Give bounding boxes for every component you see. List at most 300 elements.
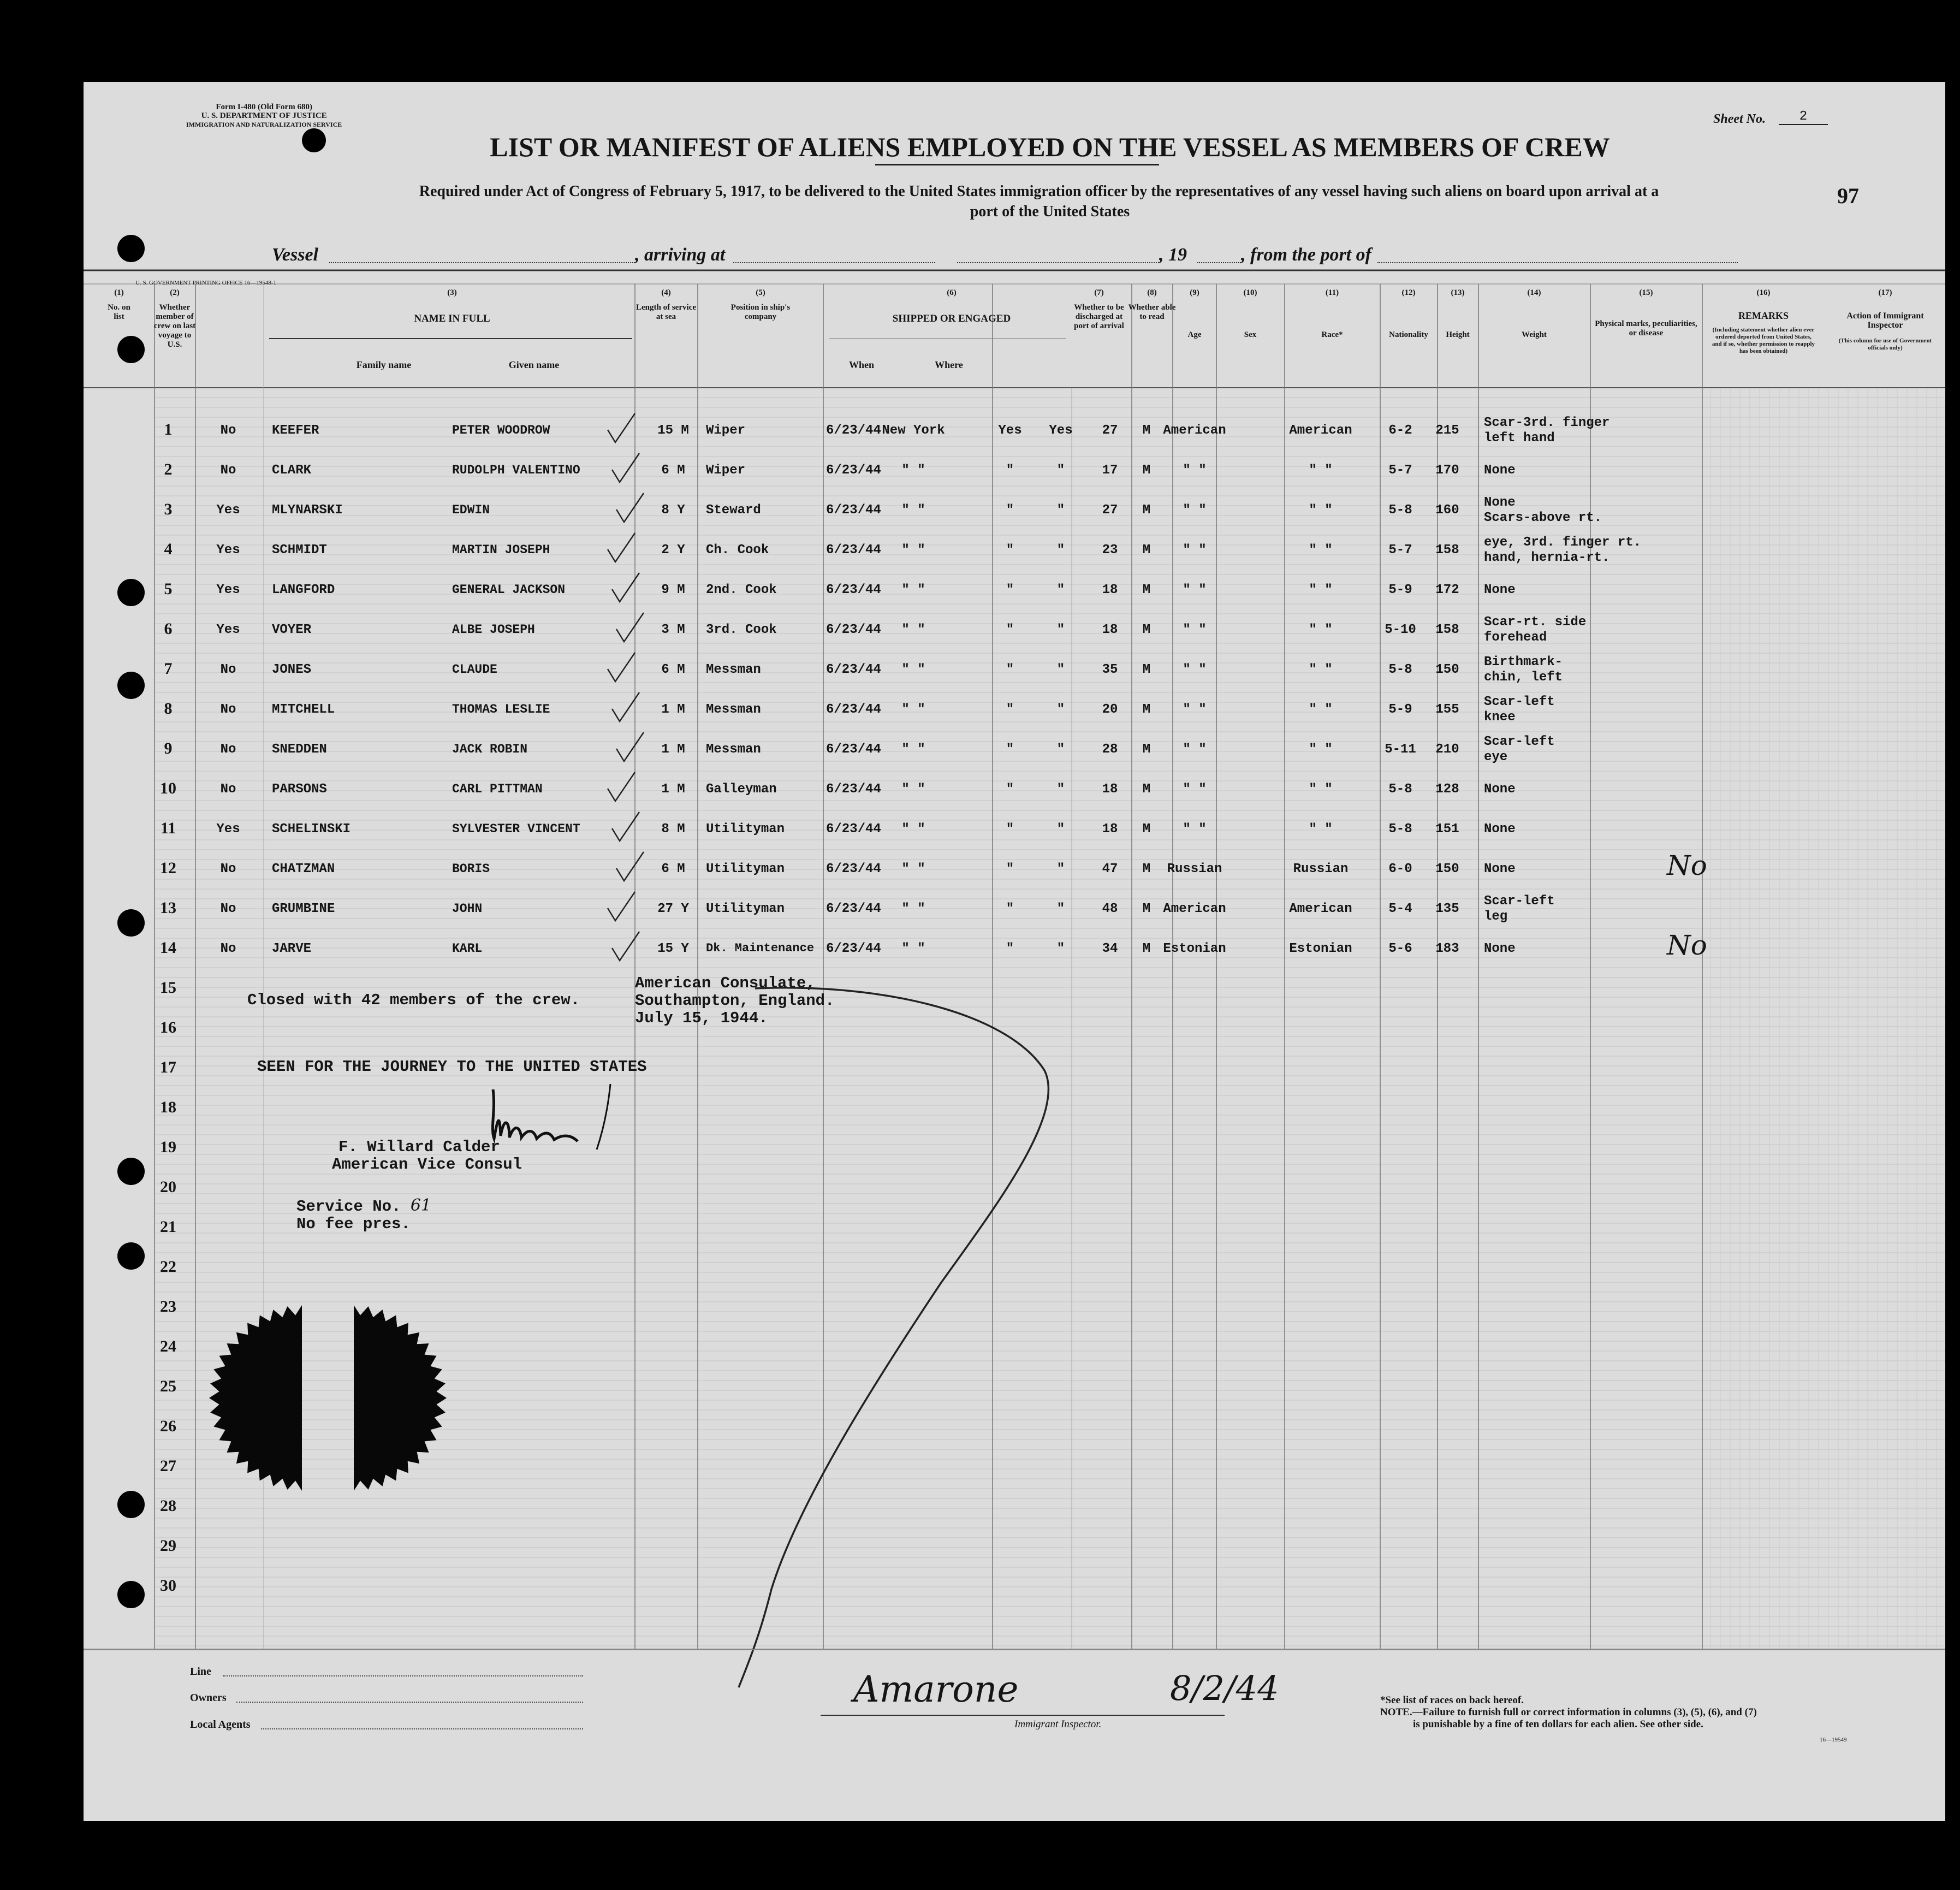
cell-sex: M [1142,782,1151,797]
cell-last-voyage: No [220,702,236,717]
cell-family: GRUMBINE [272,902,335,916]
cell-sex: M [1142,702,1151,717]
cell-read: " [1056,702,1065,717]
title-underline [875,164,1159,165]
cell-sex: M [1142,662,1151,677]
row-number: 29 [160,1537,176,1555]
column-subheader: Family name [356,359,412,370]
cell-given: THOMAS LESLIE [452,702,550,716]
cell-height: 5-4 [1388,902,1412,916]
cell-discharged: " [1006,583,1014,597]
cell-nationality: American [1289,423,1352,438]
cell-weight: 210 [1435,742,1459,757]
cell-read: " [1056,902,1065,916]
cell-family: MLYNARSKI [272,503,343,518]
cell-read: " [1056,822,1065,837]
row-number: 25 [160,1377,176,1395]
subtitle-line2: port of the United States [970,203,1130,220]
row-number: 21 [160,1218,176,1236]
cell-sex: M [1142,583,1151,597]
arriving-field [733,262,935,263]
cell-given: GENERAL JACKSON [452,583,566,597]
form-code: 16—19549 [1820,1737,1847,1743]
cell-discharged: " [1006,822,1014,837]
cell-family: SCHELINSKI [272,822,351,837]
seen-text: SEEN FOR THE JOURNEY TO THE UNITED STATES [257,1058,647,1076]
cell-discharged: " [1006,503,1014,518]
cell-where: " " [901,782,925,797]
cell-when: 6/23/44 [826,623,881,637]
cell-last-voyage: Yes [216,822,240,837]
punch-hole [117,1491,145,1518]
cell-race: " " [1183,503,1207,518]
cell-race: " " [1183,543,1207,558]
cell-where: " " [901,503,925,518]
row-number: 28 [160,1497,176,1515]
cell-physical-marks: Scars-above rt. [1484,511,1602,525]
cell-weight: 135 [1435,902,1459,916]
cell-weight: 158 [1435,623,1459,637]
cell-height: 5-9 [1388,702,1412,717]
cell-family: CHATZMAN [272,862,335,876]
column-header: REMARKS [1738,310,1789,321]
cell-position: Messman [706,702,761,717]
cell-given: SYLVESTER VINCENT [452,822,580,836]
cell-read: " [1056,941,1065,956]
column-header: NAME IN FULL [414,313,490,324]
row-number: 7 [164,660,173,678]
cell-read: " [1056,463,1065,478]
cell-discharged: " [1006,702,1014,717]
column-header: Physical marks, peculiarities, or disease [1595,319,1697,337]
cell-nationality: Russian [1293,862,1349,876]
cell-race: " " [1183,702,1207,717]
cell-nationality: " " [1309,702,1333,717]
punch-hole [117,579,145,606]
cell-where: " " [901,463,925,478]
cell-read: " [1056,782,1065,797]
cell-service: 1 M [661,782,685,797]
cell-age: 20 [1102,702,1118,717]
cell-physical-marks: forehead [1484,630,1547,645]
cell-discharged: " [1006,463,1014,478]
column-header: Whether member of crew on last voyage to U.S. [153,303,196,349]
cell-last-voyage: No [220,463,236,478]
column-number: (7) [1094,288,1104,297]
cell-physical-marks: Scar-left [1484,734,1555,749]
manifest-sheet [84,82,1945,1821]
column-subheader: Where [935,359,963,370]
cell-physical-marks: None [1484,463,1516,478]
column-header: Length of service at sea [636,303,696,321]
cell-read: " [1056,583,1065,597]
cell-last-voyage: No [220,902,236,916]
cell-sex: M [1142,742,1151,757]
cell-race: " " [1183,782,1207,797]
cell-discharged: " [1006,623,1014,637]
cell-weight: 172 [1435,583,1459,597]
subtitle-line1: Required under Act of Congress of February 5, 1917, to be delivered to the United States immigration officer by the representatives of any vessel having such aliens on board upon arrival at a [419,183,1659,200]
punch-hole [302,128,326,152]
row-number: 14 [160,939,176,957]
cell-given: CARL PITTMAN [452,782,543,796]
column-number: (6) [947,288,957,297]
cell-discharged: " [1006,941,1014,956]
column-header: Race* [1321,330,1343,339]
cell-height: 5-7 [1388,463,1412,478]
notes-block [1380,1695,1757,1731]
cell-position: Utilityman [706,902,785,916]
column-number: (5) [756,288,765,297]
year-field [1197,262,1241,263]
cell-read: " [1056,662,1065,677]
column-header: Action of Immigrant Inspector [1846,311,1924,330]
cell-read: " [1056,862,1065,876]
cell-service: 27 Y [657,902,689,916]
local-agents-label: Local Agents [190,1719,251,1731]
row-number: 10 [160,779,176,797]
owners-label: Owners [190,1692,227,1704]
cell-height: 5-10 [1385,623,1416,637]
row-number: 23 [160,1297,176,1316]
cell-race: " " [1183,662,1207,677]
cell-position: Galleyman [706,782,777,797]
cell-given: KARL [452,941,483,956]
cell-discharged: " [1006,862,1014,876]
cell-service: 6 M [661,662,685,677]
cell-where: " " [901,822,925,837]
cell-age: 23 [1102,543,1118,558]
vessel-label: Vessel [272,245,318,265]
cell-sex: M [1142,902,1151,916]
cell-age: 47 [1102,862,1118,876]
column-subheader: Given name [508,359,560,370]
cell-physical-marks: chin, left [1484,670,1563,685]
cell-nationality: " " [1309,583,1333,597]
cell-position: 2nd. Cook [706,583,777,597]
cell-position: Wiper [706,463,746,478]
cell-age: 18 [1102,822,1118,837]
cell-physical-marks: None [1484,782,1516,797]
row-number: 11 [160,819,176,837]
cell-height: 5-8 [1388,662,1412,677]
cell-sex: M [1142,463,1151,478]
cell-height: 6-2 [1388,423,1412,438]
cell-last-voyage: No [220,862,236,876]
cell-nationality: American [1289,902,1352,916]
cell-age: 28 [1102,742,1118,757]
cell-physical-marks: eye [1484,750,1508,765]
consul-block [332,1139,522,1174]
cell-where: " " [901,662,925,677]
cell-race: American [1163,423,1226,438]
cell-discharged: " [1006,543,1014,558]
sheet-no-value: 2 [1779,109,1828,125]
form-id-block [186,103,342,129]
inspector-date: 8/2/44 [1170,1668,1279,1708]
cell-position: Utilityman [706,822,785,837]
cell-service: 8 Y [661,503,685,518]
cell-weight: 155 [1435,702,1459,717]
cell-physical-marks: left hand [1484,431,1555,446]
row-number: 5 [164,580,173,598]
row-number: 26 [160,1417,176,1435]
closed-text: Closed with 42 members of the crew. [247,991,580,1009]
cell-race: " " [1183,463,1207,478]
punch-hole [117,336,145,363]
column-number: (11) [1325,288,1339,297]
cell-last-voyage: No [220,662,236,677]
cell-position: Ch. Cook [706,543,769,558]
cell-physical-marks: Birthmark- [1484,655,1563,670]
cell-age: 18 [1102,623,1118,637]
column-number: (17) [1878,288,1892,297]
cell-age: 17 [1102,463,1118,478]
cell-nationality: " " [1309,822,1333,837]
cell-last-voyage: No [220,423,236,438]
cell-nationality: " " [1309,662,1333,677]
cell-weight: 158 [1435,543,1459,558]
cell-last-voyage: Yes [216,503,240,518]
cell-weight: 160 [1435,503,1459,518]
cell-service: 2 Y [661,543,685,558]
cell-where: " " [901,742,925,757]
punch-hole [117,235,145,262]
column-subheader: When [848,359,875,370]
cell-when: 6/23/44 [826,662,881,677]
cell-physical-marks: Scar-left [1484,894,1555,909]
cell-nationality: " " [1309,503,1333,518]
vessel-field [329,262,635,263]
cell-read: " [1056,742,1065,757]
column-header: Height [1446,330,1470,339]
cell-family: KEEFER [272,423,319,438]
punch-hole [117,1581,145,1608]
cell-last-voyage: No [220,941,236,956]
sheet-no-label: Sheet No. [1713,112,1766,126]
row-number: 24 [160,1337,176,1355]
cell-given: RUDOLPH VALENTINO [452,463,580,477]
cell-nationality: " " [1309,543,1333,558]
row-number: 4 [164,540,173,558]
cell-weight: 170 [1435,463,1459,478]
cell-given: ALBE JOSEPH [452,623,535,637]
form-id: Form I-480 (Old Form 680) [216,103,312,111]
row-number: 27 [160,1457,176,1475]
cell-physical-marks: None [1484,822,1516,837]
row-number: 12 [160,859,176,877]
cell-when: 6/23/44 [826,902,881,916]
row-number: 30 [160,1577,176,1595]
cell-discharged: Yes [998,423,1022,438]
service-no-value: 61 [410,1196,432,1215]
cell-race: " " [1183,822,1207,837]
cell-family: PARSONS [272,782,327,797]
consular-seal [198,1294,460,1502]
cell-nationality: " " [1309,782,1333,797]
cell-weight: 128 [1435,782,1459,797]
cell-when: 6/23/44 [826,543,881,558]
cell-service: 6 M [661,463,685,478]
cell-physical-marks: hand, hernia-rt. [1484,550,1610,565]
cell-remarks: No [1667,850,1707,881]
punch-hole [117,1158,145,1185]
consulate-line1: American Consulate, [635,974,816,992]
cell-height: 5-9 [1388,583,1412,597]
cell-position: 3rd. Cook [706,623,777,637]
column-number: (12) [1401,288,1416,297]
cell-physical-marks: leg [1484,909,1508,924]
cell-physical-marks: None [1484,495,1516,510]
cell-sex: M [1142,503,1151,518]
column-number: (2) [170,288,180,297]
cell-given: PETER WOODROW [452,423,550,437]
cell-service: 8 M [661,822,685,837]
date-field [957,262,1159,263]
cell-service: 15 M [657,423,689,438]
cell-nationality: " " [1309,463,1333,478]
department: U. S. DEPARTMENT OF JUSTICE [201,111,327,120]
cell-when: 6/23/44 [826,782,881,797]
cell-given: MARTIN JOSEPH [452,543,550,557]
line-label: Line [190,1666,211,1678]
note-line1: NOTE.—Failure to furnish full or correct information in columns (3), (5), (6), and (7) [1380,1707,1757,1718]
cell-race: Russian [1167,862,1222,876]
note-line2: is punishable by a fine of ten dollars for each alien. See other side. [1413,1719,1703,1730]
cell-service: 1 M [661,742,685,757]
cell-where: " " [901,902,925,916]
consulate-line3: July 15, 1944. [635,1009,768,1027]
cell-when: 6/23/44 [826,702,881,717]
cell-age: 18 [1102,782,1118,797]
row-number: 1 [164,420,173,439]
consulate-line2: Southampton, England. [635,992,835,1010]
column-number: (10) [1243,288,1257,297]
cell-sex: M [1142,862,1151,876]
punch-hole [117,909,145,937]
cell-when: 6/23/44 [826,742,881,757]
cell-sex: M [1142,423,1151,438]
cell-race: " " [1183,742,1207,757]
column-header: Whether able to read [1128,303,1176,321]
cell-race: Estonian [1163,941,1226,956]
cell-service: 1 M [661,702,685,717]
cell-family: JONES [272,662,312,677]
column-number: (9) [1190,288,1199,297]
cell-family: SCHMIDT [272,543,327,558]
cell-when: 6/23/44 [826,862,881,876]
cell-position: Dk. Maintenance [706,941,815,955]
cell-when: 6/23/44 [826,941,881,956]
service-name: IMMIGRATION AND NATURALIZATION SERVICE [186,121,342,128]
cell-read: " [1056,543,1065,558]
cell-height: 5-8 [1388,782,1412,797]
column-header: Sex [1244,330,1257,339]
cell-sex: M [1142,941,1151,956]
cell-race: " " [1183,583,1207,597]
cell-physical-marks: None [1484,862,1516,876]
cell-family: LANGFORD [272,583,335,597]
cell-age: 27 [1102,423,1118,438]
column-header: Nationality [1389,330,1428,339]
inspector-label: Immigrant Inspector. [1014,1719,1102,1730]
cell-height: 5-7 [1388,543,1412,558]
cell-physical-marks: eye, 3rd. finger rt. [1484,535,1642,550]
cell-service: 3 M [661,623,685,637]
cell-race: American [1163,902,1226,916]
cell-nationality: " " [1309,623,1333,637]
inspector-signature: Amarone [853,1668,1019,1710]
column-header: Whether to be discharged at port of arrival [1074,303,1124,330]
column-number: (15) [1639,288,1653,297]
from-port-label: , from the port of [1241,245,1371,265]
column-number: (1) [114,288,124,297]
cell-physical-marks: knee [1484,710,1516,725]
fee-text: No fee pres. [296,1215,411,1233]
cell-when: 6/23/44 [826,503,881,518]
cell-weight: 215 [1435,423,1459,438]
cell-age: 35 [1102,662,1118,677]
cell-when: 6/23/44 [826,822,881,837]
column-subheader: (This column for use of Government officials only) [1838,337,1932,351]
cell-age: 34 [1102,941,1118,956]
cell-age: 27 [1102,503,1118,518]
cell-height: 5-6 [1388,941,1412,956]
cell-read: Yes [1049,423,1073,438]
inspector-signature-line [821,1715,1225,1716]
cell-family: VOYER [272,623,312,637]
row-number: 6 [164,620,173,638]
column-subheader: (Including statement whether alien ever ordered deported from United States, and if so, whether permission to reapply has been obtained) [1712,327,1815,354]
column-number: (8) [1147,288,1157,297]
row-number: 8 [164,700,173,718]
cell-age: 48 [1102,902,1118,916]
cell-when: 6/23/44 [826,463,881,478]
row-number: 19 [160,1138,176,1156]
cell-given: JACK ROBIN [452,742,528,756]
cell-position: Utilityman [706,862,785,876]
cell-service: 6 M [661,862,685,876]
cell-last-voyage: No [220,782,236,797]
cell-last-voyage: Yes [216,543,240,558]
cell-discharged: " [1006,662,1014,677]
cell-when: 6/23/44 [826,423,881,438]
service-block [296,1197,431,1233]
local-agents-field [261,1728,583,1729]
cell-given: BORIS [452,862,490,876]
cell-physical-marks: None [1484,583,1516,597]
cell-height: 5-8 [1388,822,1412,837]
row-number: 2 [164,460,173,478]
column-number: (16) [1756,288,1771,297]
cell-where: " " [901,583,925,597]
cell-weight: 150 [1435,862,1459,876]
cell-height: 5-8 [1388,503,1412,518]
arriving-label: , arriving at [635,245,726,265]
row-number: 22 [160,1258,176,1276]
cell-age: 18 [1102,583,1118,597]
column-header: SHIPPED OR ENGAGED [892,313,1011,324]
row-number: 15 [160,979,176,997]
page-number: 97 [1837,183,1859,208]
cell-service: 15 Y [657,941,689,956]
row-number: 3 [164,500,173,518]
cell-family: SNEDDEN [272,742,327,757]
cell-nationality: " " [1309,742,1333,757]
cell-physical-marks: Scar-left [1484,695,1555,709]
cell-discharged: " [1006,742,1014,757]
year-label: , 19 [1159,245,1187,265]
